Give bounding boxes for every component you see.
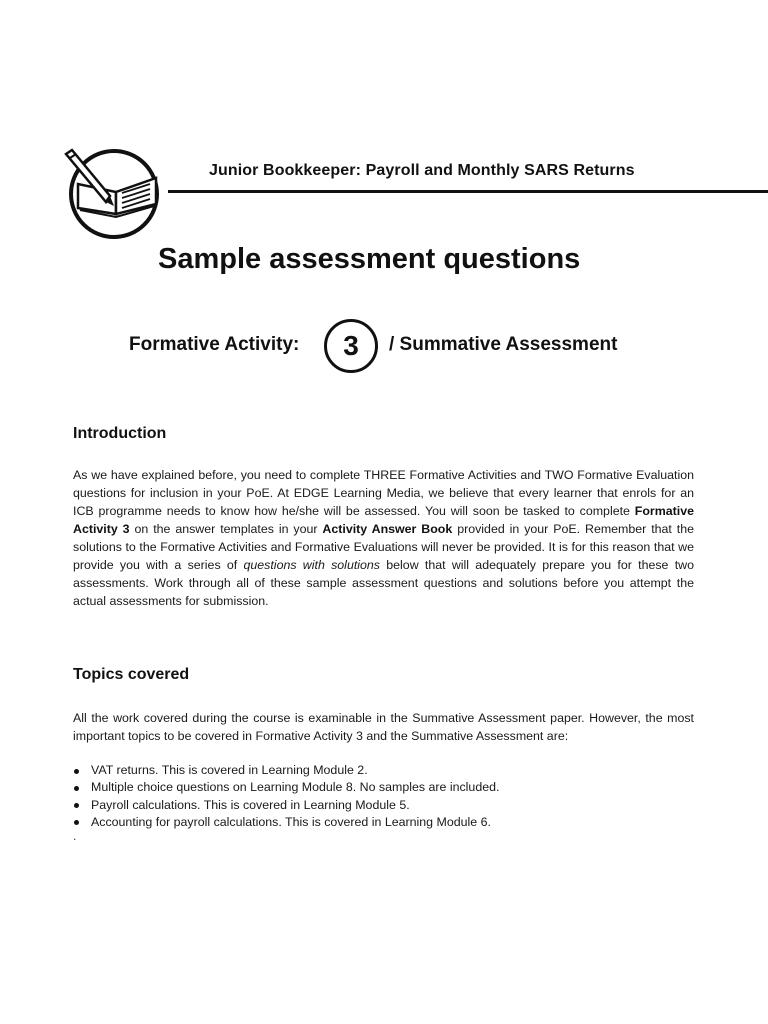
trailing-mark: . xyxy=(73,829,77,843)
activity-number-badge: 3 xyxy=(324,319,378,373)
intro-bold-answer-book: Activity Answer Book xyxy=(322,522,453,536)
topics-intro-paragraph: All the work covered during the course is examinable in the Summative Assessment paper. However, the most important topics to be covered in Formative Activity 3 and the Summative Assessment are: xyxy=(73,711,694,743)
intro-text-1: As we have explained before, you need to complete THREE Formative Activities and TWO Formative Evaluation questions for inclusion in your PoE. At EDGE Learning Media, we believe that every learner that enrols for an ICB programme needs to know how he/she will be assessed. You will soon be tasked to complete xyxy=(73,468,694,518)
page-title: Sample assessment questions xyxy=(158,243,581,275)
intro-italic-questions: questions with solutions xyxy=(243,558,381,572)
introduction-heading: Introduction xyxy=(73,425,167,442)
intro-bold-activity: Formative Activity 3 xyxy=(73,504,694,536)
list-item: VAT returns. This is covered in Learning Module 2. xyxy=(73,762,694,779)
introduction-paragraph xyxy=(73,466,694,610)
book-and-pen-icon xyxy=(62,144,166,244)
summative-assessment-label: / Summative Assessment xyxy=(389,334,618,355)
list-item: Multiple choice questions on Learning Module 8. No samples are included. xyxy=(73,779,694,796)
intro-text-4: below that will adequately prepare you for these two assessments. Work through all of these sample assessment questions and solutions before you attempt the actual assessments for submission. xyxy=(73,558,694,608)
formative-activity-label: Formative Activity: xyxy=(129,334,300,355)
list-item: Accounting for payroll calculations. This is covered in Learning Module 6. xyxy=(73,814,694,831)
topics-heading: Topics covered xyxy=(73,666,190,683)
header-title: Junior Bookkeeper: Payroll and Monthly SARS Returns xyxy=(209,162,635,179)
header-divider xyxy=(168,190,768,193)
list-item: Payroll calculations. This is covered in Learning Module 5. xyxy=(73,797,694,814)
topics-list xyxy=(73,762,694,831)
activity-line xyxy=(0,317,768,377)
intro-text-2: on the answer templates in your xyxy=(129,522,323,536)
intro-text-3: provided in your PoE. Remember that the solutions to the Formative Activities and Formative Evaluations will never be provided. It is for this reason that we provide you with a series of xyxy=(73,522,695,572)
